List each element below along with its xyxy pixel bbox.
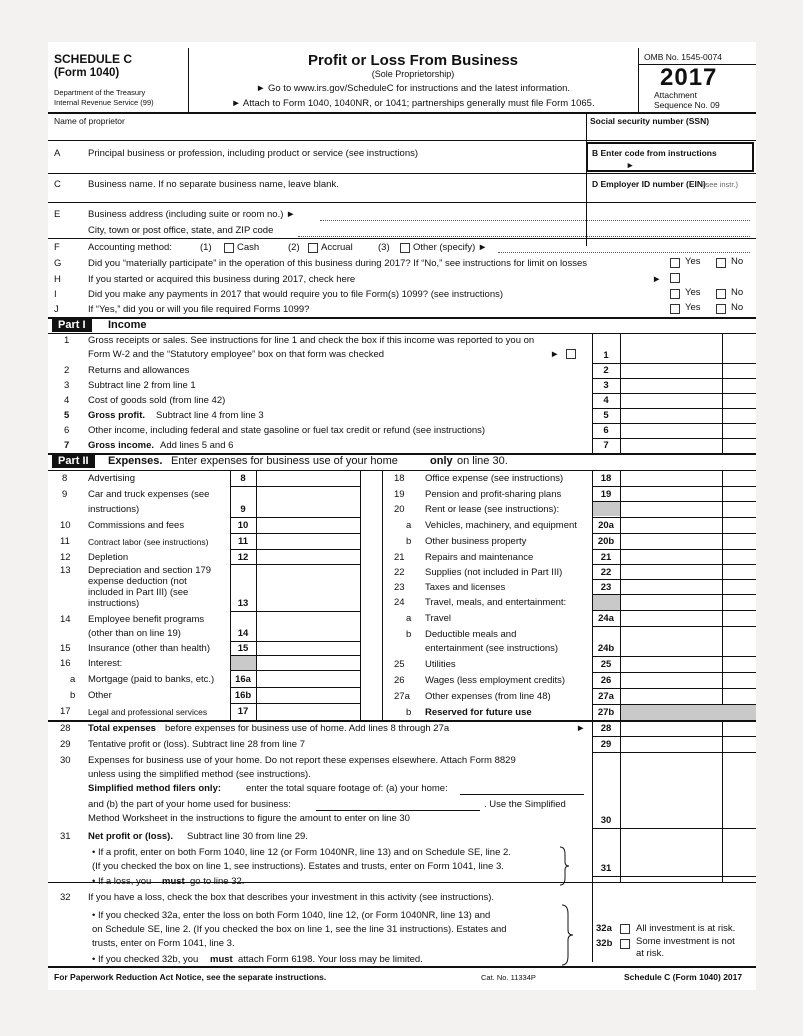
line-25-box: 25 <box>600 659 612 670</box>
goto-line: ► Go to www.irs.gov/ScheduleC for instructions and the latest information. <box>255 83 571 94</box>
line-13-text4: instructions) <box>88 598 140 609</box>
line-18-num: 18 <box>394 473 405 484</box>
ssn-label: Social security number (SSN) <box>590 116 710 126</box>
name-label: Name of proprietor <box>54 116 125 126</box>
line-F-letter: F <box>54 242 60 253</box>
line-27b-num: b <box>406 707 412 718</box>
line-29-text: Tentative profit or (loss). Subtract line 28 from line 7 <box>88 739 306 750</box>
line-12-box: 12 <box>237 552 249 563</box>
J-yes-label: Yes <box>685 302 701 313</box>
G-yes-checkbox[interactable] <box>670 258 680 268</box>
footer-form-name: Schedule C (Form 1040) 2017 <box>624 972 743 982</box>
line-21-text: Repairs and maintenance <box>425 552 534 563</box>
line-30-t2: unless using the simplified method (see instructions). <box>88 769 311 780</box>
line-G-letter: G <box>54 258 62 269</box>
line-5-text: Gross profit. <box>88 410 146 421</box>
other-method-checkbox[interactable] <box>400 243 410 253</box>
form-number: (Form 1040) <box>54 67 120 79</box>
line-30-num: 30 <box>60 755 71 766</box>
tax-year: 2017 <box>660 64 718 91</box>
line-16b-box: 16b <box>234 690 252 701</box>
line-12-num: 12 <box>60 552 71 563</box>
line-25-text: Utilities <box>425 659 456 670</box>
accrual-checkbox[interactable] <box>308 243 318 253</box>
schedule-c-form <box>48 42 756 990</box>
line-4-text: Cost of goods sold (from line 42) <box>88 395 226 406</box>
line-6-text: Other income, including federal and state gasoline or fuel tax credit or refund (see instructions) <box>88 425 486 436</box>
department: Department of the Treasury <box>54 88 146 97</box>
line-8-num: 8 <box>62 473 68 484</box>
line-13-text: Depreciation and section 179 <box>88 565 212 576</box>
line-4-num: 4 <box>64 395 70 406</box>
line-21-box: 21 <box>600 552 612 563</box>
line-H-text: If you started or acquired this business during 2017, check here <box>88 274 356 285</box>
line-31-b3a: • If a loss, you <box>92 876 152 887</box>
line-9-text: Car and truck expenses (see <box>88 489 210 500</box>
line-16-text: Interest: <box>88 658 123 669</box>
line-30-t5: Method Worksheet in the instructions to figure the amount to enter on line 30 <box>88 813 410 824</box>
line-11-text: Contract labor (see instructions) <box>88 537 209 547</box>
line-13-text2: expense deduction (not <box>88 576 187 587</box>
line-22-num: 22 <box>394 567 405 578</box>
line-20b-text: Other business property <box>425 536 527 547</box>
line-20a-box: 20a <box>598 520 614 531</box>
line-31-text: Subtract line 30 from line 29. <box>187 831 308 842</box>
line-10-text: Commissions and fees <box>88 520 185 531</box>
line-E-text: Business address (including suite or room no.) ► <box>88 209 296 220</box>
line-27b-box: 27b <box>597 707 615 718</box>
line-16b-num: b <box>70 690 76 701</box>
line-16-num: 16 <box>60 658 71 669</box>
business-sqft-field[interactable] <box>316 810 480 811</box>
line-11-num: 11 <box>60 536 70 547</box>
line-8-box: 8 <box>240 473 246 484</box>
line-30-t3b: Simplified method filers only: <box>88 783 222 794</box>
omb-number: OMB No. 1545-0074 <box>644 52 722 62</box>
line-17-box: 17 <box>237 706 249 717</box>
line-D-hint: (see instr.) <box>703 180 739 189</box>
method-3-num: (3) <box>378 242 390 253</box>
line-1-box: 1 <box>603 350 609 361</box>
G-yes-label: Yes <box>685 256 701 267</box>
line-32-brace-icon <box>560 904 574 966</box>
line-A-letter: A <box>54 148 61 159</box>
line-32a-text: All investment is at risk. <box>636 923 736 934</box>
line-16-shade <box>231 655 256 670</box>
line-10-box: 10 <box>237 520 249 531</box>
line-19-box: 19 <box>600 489 612 500</box>
line-29-num: 29 <box>60 739 71 750</box>
line-C-letter: C <box>54 179 61 190</box>
line-6-num: 6 <box>64 425 70 436</box>
line-8-text: Advertising <box>88 473 135 484</box>
line-5-num: 5 <box>64 410 70 421</box>
line-30-t4b: . Use the Simplified <box>484 799 566 810</box>
line-24-text: Travel, meals, and entertainment: <box>425 597 567 608</box>
part2-label: Part II <box>52 454 95 468</box>
line-28-box: 28 <box>600 723 612 734</box>
line-7-text: Gross income. <box>88 440 154 451</box>
line-1-text: Gross receipts or sales. See instructions for line 1 and check the box if this income was reported to you on <box>88 335 535 346</box>
line-1-arrow: ► <box>550 349 560 360</box>
line-23-text: Taxes and licenses <box>425 582 506 593</box>
line-J-letter: J <box>54 304 59 315</box>
line-22-box: 22 <box>600 567 612 578</box>
line-7-box: 7 <box>603 440 609 451</box>
line-D-text: D Employer ID number (EIN) <box>592 179 706 189</box>
G-no-checkbox[interactable] <box>716 258 726 268</box>
I-yes-label: Yes <box>685 287 701 298</box>
other-method-field[interactable] <box>498 252 750 253</box>
line-28-bold: Total expenses <box>88 723 156 734</box>
part2-title: Expenses. <box>108 455 163 467</box>
line-J-text: If “Yes,” did you or will you file required Forms 1099? <box>88 304 310 315</box>
line-32-b2: on Schedule SE, line 2. (If you checked the box on line 1, see the line 31 instructions). Estates and <box>92 924 507 935</box>
line-32-text: If you have a loss, check the box that describes your investment in this activity (see instructions). <box>88 892 495 903</box>
line-19-num: 19 <box>394 489 405 500</box>
line-24b-num: b <box>406 629 412 640</box>
sequence-label: Sequence No. 09 <box>654 100 720 110</box>
line-16a-num: a <box>70 674 76 685</box>
line-13-num: 13 <box>60 565 71 576</box>
I-no-checkbox[interactable] <box>716 289 726 299</box>
line-9-text2: instructions) <box>88 504 140 515</box>
line-26-text: Wages (less employment credits) <box>425 675 566 686</box>
line-3-box: 3 <box>603 380 609 391</box>
line-32-b3: trusts, enter on Form 1041, line 3. <box>92 938 235 949</box>
line-20a-text: Vehicles, machinery, and equipment <box>425 520 577 531</box>
line-7-num: 7 <box>64 440 70 451</box>
line-B-text: B Enter code from instructions <box>592 148 717 158</box>
line-32a-num: 32a <box>596 923 612 934</box>
other-method-label: Other (specify) ► <box>413 242 488 253</box>
line-5-box: 5 <box>603 410 609 421</box>
line-C-text: Business name. If no separate business name, leave blank. <box>88 179 339 190</box>
line-24b-text: Deductible meals and <box>425 629 517 640</box>
footer-cat-no: Cat. No. 11334P <box>481 973 536 982</box>
line-31-b3c: go to line 32. <box>190 876 245 887</box>
line-3-text: Subtract line 2 from line 1 <box>88 380 196 391</box>
line-28-arrow: ► <box>576 723 586 734</box>
line-20b-box: 20b <box>597 536 615 547</box>
line-24-shade <box>593 594 620 610</box>
line-27a-num: 27a <box>394 691 410 702</box>
accrual-label: Accrual <box>321 242 353 253</box>
business-address-field[interactable] <box>320 220 750 221</box>
line-29-box: 29 <box>600 739 612 750</box>
line-18-box: 18 <box>600 473 612 484</box>
attachment-label: Attachment <box>654 90 697 100</box>
line-30-t4: and (b) the part of your home used for business: <box>88 799 291 810</box>
line-9-box: 9 <box>240 504 246 515</box>
method-2-num: (2) <box>288 242 300 253</box>
line-26-box: 26 <box>600 675 612 686</box>
J-no-checkbox[interactable] <box>716 304 726 314</box>
line-19-text: Pension and profit-sharing plans <box>425 489 562 500</box>
line-31-num: 31 <box>60 831 71 842</box>
part1-label: Part I <box>52 318 92 332</box>
line-16a-box: 16a <box>235 674 251 685</box>
line-15-box: 15 <box>237 643 249 654</box>
line-25-num: 25 <box>394 659 405 670</box>
line-21-num: 21 <box>394 552 405 563</box>
line-20-num: 20 <box>394 504 405 515</box>
line-27a-text: Other expenses (from line 48) <box>425 691 551 702</box>
line-15-text: Insurance (other than health) <box>88 643 210 654</box>
line-20a-num: a <box>406 520 412 531</box>
line-23-num: 23 <box>394 582 405 593</box>
line-H-arrow: ► <box>652 274 662 285</box>
home-sqft-field[interactable] <box>460 794 584 795</box>
line-14-num: 14 <box>60 614 71 625</box>
line-23-box: 23 <box>600 582 612 593</box>
subtitle: (Sole Proprietorship) <box>371 69 455 79</box>
line-24a-text: Travel <box>425 613 452 624</box>
line-24b-box: 24b <box>597 643 615 654</box>
J-no-label: No <box>731 302 744 313</box>
line-24a-box: 24a <box>598 613 614 624</box>
line-14-box: 14 <box>237 628 249 639</box>
line-G-text: Did you “materially participate” in the operation of this business during 2017? If “No,” see instructions for limit on losses <box>88 258 587 269</box>
line-32b-text2: at risk. <box>636 948 664 959</box>
line-A-text: Principal business or profession, including product or service (see instructions) <box>88 148 419 159</box>
line-17-text: Legal and professional services <box>88 707 208 717</box>
line-12-text: Depletion <box>88 552 129 563</box>
line-27a-box: 27a <box>598 691 614 702</box>
line-10-num: 10 <box>60 520 71 531</box>
line-16a-text: Mortgage (paid to banks, etc.) <box>88 674 215 685</box>
line-31-b1: • If a profit, enter on both Form 1040, line 12 (or Form 1040NR, line 13) and on Schedule SE, line 2. <box>92 847 511 858</box>
line-13-text3: included in Part III) (see <box>88 587 189 598</box>
line-18-text: Office expense (see instructions) <box>425 473 564 484</box>
line-1-text-b: Form W-2 and the “Statutory employee” box on that form was checked <box>88 349 385 360</box>
I-no-label: No <box>731 287 744 298</box>
line-3-num: 3 <box>64 380 70 391</box>
line-30-t3: enter the total square footage of: (a) your home: <box>246 783 448 794</box>
line-32-b4c: attach Form 6198. Your loss may be limited. <box>238 954 423 965</box>
I-yes-checkbox[interactable] <box>670 289 680 299</box>
city-state-zip-field[interactable] <box>298 236 750 237</box>
line-17-num: 17 <box>60 706 71 717</box>
part2-title-rest: Enter expenses for business use of your home <box>171 455 398 467</box>
line-24-num: 24 <box>394 597 405 608</box>
part2-only: only <box>430 455 453 467</box>
H-checkbox[interactable] <box>670 273 680 283</box>
line-2-text: Returns and allowances <box>88 365 190 376</box>
attach-line: ► Attach to Form 1040, 1040NR, or 1041; partnerships generally must file Form 1065. <box>231 98 595 109</box>
line-31-b2: (If you checked the box on line 1, see instructions). Estates and trusts, enter on Form 1041, line 3. <box>92 861 504 872</box>
G-no-label: No <box>731 256 744 267</box>
line-20-shade <box>593 501 620 516</box>
line-11-box: 11 <box>237 536 249 547</box>
line-I-text: Did you make any payments in 2017 that would require you to file Form(s) 1099? (see instructions) <box>88 289 504 300</box>
line-5-text2: Subtract line 4 from line 3 <box>156 410 264 421</box>
line-F-text: Accounting method: <box>88 242 172 253</box>
line-31-b3b: must <box>162 876 185 887</box>
line-6-box: 6 <box>603 425 609 436</box>
line-28-num: 28 <box>60 723 71 734</box>
cash-label: Cash <box>237 242 260 253</box>
footer-notice: For Paperwork Reduction Act Notice, see the separate instructions. <box>54 972 327 982</box>
line-I-letter: I <box>54 289 57 300</box>
some-not-at-risk-checkbox[interactable] <box>620 939 630 949</box>
line-32-num: 32 <box>60 892 71 903</box>
line-9-num: 9 <box>62 489 68 500</box>
line-31-brace-icon <box>558 846 570 886</box>
line-16b-text: Other <box>88 690 112 701</box>
line-27b-shade <box>621 705 756 720</box>
line-28-text: before expenses for business use of home. Add lines 8 through 27a <box>165 723 450 734</box>
line-32b-num: 32b <box>596 938 613 949</box>
line-B-arrow: ► <box>626 160 635 170</box>
line-4-box: 4 <box>603 395 609 406</box>
J-yes-checkbox[interactable] <box>670 304 680 314</box>
main-title: Profit or Loss From Business <box>307 52 519 69</box>
line-14-text2: (other than on line 19) <box>88 628 181 639</box>
line-22-text: Supplies (not included in Part III) <box>425 567 563 578</box>
line-20b-num: b <box>406 536 412 547</box>
line-24b-text2: entertainment (see instructions) <box>425 643 559 654</box>
line-32-b1: • If you checked 32a, enter the loss on both Form 1040, line 12, (or Form 1040NR, line 13) and <box>92 910 491 921</box>
line-H-letter: H <box>54 274 61 285</box>
part2-title-end: on line 30. <box>457 455 508 467</box>
line-7-text2: Add lines 5 and 6 <box>160 440 234 451</box>
method-1-num: (1) <box>200 242 212 253</box>
line-2-box: 2 <box>603 365 609 376</box>
statutory-employee-checkbox[interactable] <box>566 349 576 359</box>
irs-label: Internal Revenue Service (99) <box>54 98 154 107</box>
line-1-num: 1 <box>64 335 70 346</box>
line-13-box: 13 <box>237 598 249 609</box>
line-32b-text1: Some investment is not <box>636 936 735 947</box>
line-32-b4b: must <box>210 954 233 965</box>
line-32-b4a: • If you checked 32b, you <box>92 954 199 965</box>
form-title: SCHEDULE C <box>54 52 133 66</box>
cash-checkbox[interactable] <box>224 243 234 253</box>
line-24a-num: a <box>406 613 412 624</box>
line-E-letter: E <box>54 209 61 220</box>
all-at-risk-checkbox[interactable] <box>620 924 630 934</box>
line-2-num: 2 <box>64 365 70 376</box>
line-26-num: 26 <box>394 675 405 686</box>
part1-title: Income <box>108 319 147 331</box>
line-31-bold: Net profit or (loss). <box>88 831 173 842</box>
line-20-text: Rent or lease (see instructions): <box>425 504 560 515</box>
line-30-box: 30 <box>600 815 612 826</box>
line-14-text: Employee benefit programs <box>88 614 205 625</box>
line-27b-text: Reserved for future use <box>425 707 532 718</box>
line-30-t1: Expenses for business use of your home. Do not report these expenses elsewhere. Attach Form 8829 <box>88 755 516 766</box>
line-31-box: 31 <box>600 863 612 874</box>
line-E-text2: City, town or post office, state, and ZIP code <box>88 225 274 236</box>
line-15-num: 15 <box>60 643 71 654</box>
